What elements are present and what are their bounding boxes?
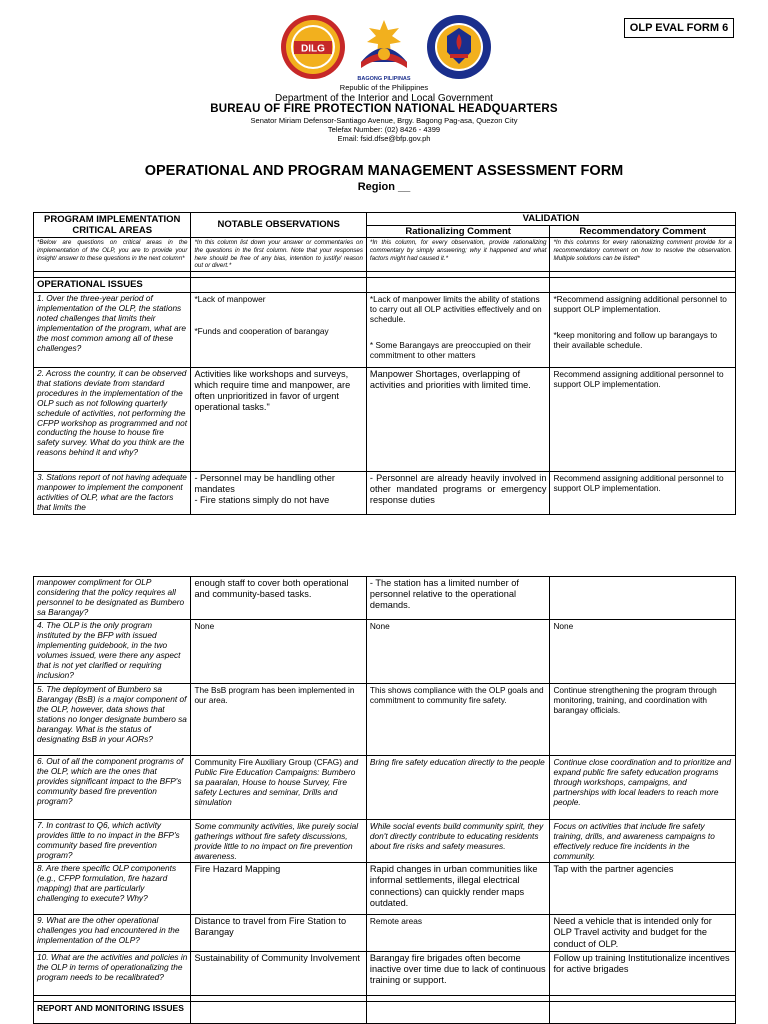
q9-observation: Distance to travel from Fire Station to Barangay <box>191 915 366 952</box>
question-8: 8. Are there specific OLP components (e.g., CFPP formulation, fire hazard mapping) that are particularly challenging to execute? Why? <box>34 863 191 915</box>
instruction-note-col4: *In this columns for every rationalizing comment provide for a recommendatory comment on how to resolve the observation. Multiple solutions can be listed* <box>550 238 736 272</box>
table-row-section <box>34 278 736 293</box>
question-3-part-1: 3. Stations report of not having adequate manpower to implement the component activities of OLP, what are the factors that limits the <box>34 471 191 514</box>
table-row-q8 <box>34 863 736 915</box>
q6-recommendatory: Continue close coordination and to prioritize and expand public fire safety education programs through workshops, campaigns, and partnerships with local leaders to reach more people. <box>550 755 736 819</box>
table-row-q3-start <box>34 471 736 514</box>
question-4: 4. The OLP is the only program instituted by the BFP with issued implementing guidebook, in the two volumes issued, were there any aspect that is not yet clarified or requiring inclusion? <box>34 619 191 683</box>
assessment-table-part-1 <box>33 212 736 515</box>
q7-rationalizing: While social events build community spirit, they don't directly contribute to educating residents about fire risks and safety measures. <box>366 819 550 862</box>
table-row-q4 <box>34 619 736 683</box>
q9-rationalizing: Remote areas <box>366 915 550 952</box>
table-row-q1 <box>34 292 736 367</box>
q9-recommendatory: Need a vehicle that is intended only for OLP Travel activity and budget for the conduct of OLP. <box>550 915 736 952</box>
q2-rationalizing: Manpower Shortages, overlapping of activities and priorities with limited time. <box>366 367 550 471</box>
table-row-section <box>34 1001 736 1023</box>
q3-observation-b-part-1: - Fire stations simply do not have <box>194 495 330 506</box>
email-text: Email: fsid.dfse@bfp.gov.ph <box>337 134 431 143</box>
q10-rationalizing: Barangay fire brigades often become inactive over time due to lack of continuous training or support. <box>366 951 550 995</box>
telefax-text: Telefax Number: (02) 8426 - 4399 <box>327 125 441 134</box>
col-header-notable-observations: NOTABLE OBSERVATIONS <box>191 213 366 238</box>
form-title: OPERATIONAL AND PROGRAM MANAGEMENT ASSESSMENT FORM <box>144 163 624 179</box>
q10-observation: Sustainability of Community Involvement <box>191 951 366 995</box>
q3-rationalizing-b: - The station has a limited number of personnel relative to the operational demands. <box>366 577 550 620</box>
q3-observation-b-part-2: enough staff to cover both operational and community-based tasks. <box>191 577 366 620</box>
question-1: 1. Over the three-year period of implementation of the OLP, the stations noted challenges that limits their implementation of the program, what are the most common among all of these challenges? <box>34 292 191 367</box>
q6-rationalizing: Bring fire safety education directly to the people <box>366 755 550 819</box>
question-7: 7. In contrast to Q6, which activity provides little to no impact in the BFP's community based fire prevention program? <box>34 819 191 862</box>
table-row-instructions <box>34 238 736 272</box>
q1-rationalizing-a: *Lack of manpower limits the ability of stations to carry out all OLP activities effectively and on schedule. <box>369 293 542 324</box>
q8-rationalizing: Rapid changes in urban communities like informal settlements, illegal electrical connections) can quickly render maps outdated. <box>366 863 550 915</box>
region-label: Region __ <box>357 181 411 193</box>
address-text: Senator Miriam Defensor-Santiago Avenue, Brgy. Bagong Pag-asa, Quezon City <box>250 116 518 125</box>
q3-observation-a: - Personnel may be handling other mandates <box>194 472 335 494</box>
instruction-note-col2: *In this column list down your answer or commentaries on the questions in the first column. Note that your responses here should be free of any bias, intention to justify/ reason out or divert.* <box>191 238 366 272</box>
section-report-monitoring-issues: REPORT AND MONITORING ISSUES <box>34 1001 191 1023</box>
instruction-note-col3: *In this column, for every observation, provide rationalizing commentary by simply answering; why it happened and what factors might had caused it.* <box>366 238 550 272</box>
q1-rationalizing-b: * Some Barangays are preoccupied on their commitment to other matters <box>369 340 531 361</box>
col-header-critical-areas: PROGRAM IMPLEMENTATION CRITICAL AREAS <box>34 213 191 238</box>
republic-text: Republic of the Philippines <box>339 83 429 92</box>
question-9: 9. What are the other operational challenges you had encountered in the implementation of the OLP? <box>34 915 191 952</box>
q7-recommendatory: Focus on activities that include fire safety training, drills, and awareness campaigns to effectively reduce fire incidents in the community. <box>550 819 736 862</box>
department-text: Department of the Interior and Local Government <box>275 93 493 104</box>
table-row-q3-continued <box>34 577 736 620</box>
q6-observation-a: Community Fire Auxiliary Group (CFAG) <box>194 756 342 767</box>
assessment-table-part-2 <box>33 576 736 1024</box>
q8-observation: Fire Hazard Mapping <box>191 863 366 915</box>
bureau-name: BUREAU OF FIRE PROTECTION NATIONAL HEADQUARTERS <box>210 103 558 115</box>
table-row-q7 <box>34 819 736 862</box>
question-2: 2. Across the country, it can be observed that stations deviate from standard procedures in the implementation of the OLP such as not following quarterly schedule of activities, not performing the CFPP workshop as programmed and not conducting the house to house fire safety survey. What do you think are the reasons behind it and why? <box>34 367 191 471</box>
section-operational-issues: OPERATIONAL ISSUES <box>34 278 191 293</box>
bfp-seal-logo <box>426 14 492 80</box>
question-3-part-2: manpower compliment for OLP considering that the policy requires all personnel to be designated as Bumbero sa Barangay? <box>34 577 191 620</box>
table-row-q5 <box>34 683 736 755</box>
q1-recommendatory-b: *keep monitoring and follow up barangays to their available schedule. <box>553 329 718 351</box>
q4-rationalizing: None <box>366 619 550 683</box>
q1-recommendatory-a: *Recommend assigning additional personnel to support OLP implementation. <box>553 293 727 314</box>
question-5: 5. The deployment of Bumbero sa Barangay (BsB) is a major component of the OLP, however, data shows that stations no longer designate bumbero sa barangay. What is the status of designating BsB in your AORs? <box>34 683 191 755</box>
q1-observation-b: *Funds and cooperation of barangay <box>194 325 329 336</box>
q1-observation-a: *Lack of manpower <box>194 293 266 304</box>
q6-observation-b: and Public Fire Education Campaigns: Bumbero sa paaralan, House to house Survey, Fire safety Lectures and seminar, Drills and simulation <box>194 756 359 808</box>
q5-observation: The BsB program has been implemented in our area. <box>191 683 366 755</box>
q3-rationalizing-a: - Personnel are already heavily involved in other mandated programs or emergency response duties <box>366 471 550 514</box>
dilg-seal-logo <box>280 14 346 80</box>
q10-recommendatory: Follow up training Institutionalize incentives for active brigades <box>550 951 736 995</box>
col-header-validation: VALIDATION <box>366 213 735 226</box>
q5-rationalizing: This shows compliance with the OLP goals and commitment to community fire safety. <box>366 683 550 755</box>
bagong-pilipinas-text: BAGONG PILIPINAS <box>357 76 411 82</box>
table-row-q9 <box>34 915 736 952</box>
q5-recommendatory: Continue strengthening the program through monitoring, training, and coordination with barangay officials. <box>550 683 736 755</box>
q4-recommendatory: None <box>550 619 736 683</box>
q2-observation: Activities like workshops and surveys, which require time and manpower, are often unprioritized in favor of urgent operational tasks." <box>191 367 366 471</box>
q3-recommendatory: Recommend assigning additional personnel to support OLP implementation. <box>550 471 736 514</box>
table-row-q2 <box>34 367 736 471</box>
q2-recommendatory: Recommend assigning additional personnel to support OLP implementation. <box>550 367 736 471</box>
bagong-pilipinas-logo <box>351 14 417 80</box>
table-row-q10 <box>34 951 736 995</box>
dilg-logo-text: DILG <box>301 43 325 55</box>
instruction-note-col1: *Below are questions on critical areas in the implementation of the OLP, you are to provide your insight/ answer to these questions in the next column* <box>34 238 191 272</box>
col-header-recommendatory: Recommendatory Comment <box>550 225 736 238</box>
table-row-q6 <box>34 755 736 819</box>
form-label-box: OLP EVAL FORM 6 <box>624 18 734 38</box>
q4-observation: None <box>191 619 366 683</box>
question-6: 6. Out of all the component programs of the OLP, which are the ones that provides significant impact to the BFP's community based fire prevention program? <box>34 755 191 819</box>
question-10: 10. What are the activities and policies in the OLP in terms of operationalizing the program needs to be recalibrated? <box>34 951 191 995</box>
col-header-rationalizing: Rationalizing Comment <box>366 225 550 238</box>
q7-observation: Some community activities, like purely social gatherings without fire safety discussions, provide little to no impact on fire prevention awareness. <box>191 819 366 862</box>
q8-recommendatory: Tap with the partner agencies <box>550 863 736 915</box>
